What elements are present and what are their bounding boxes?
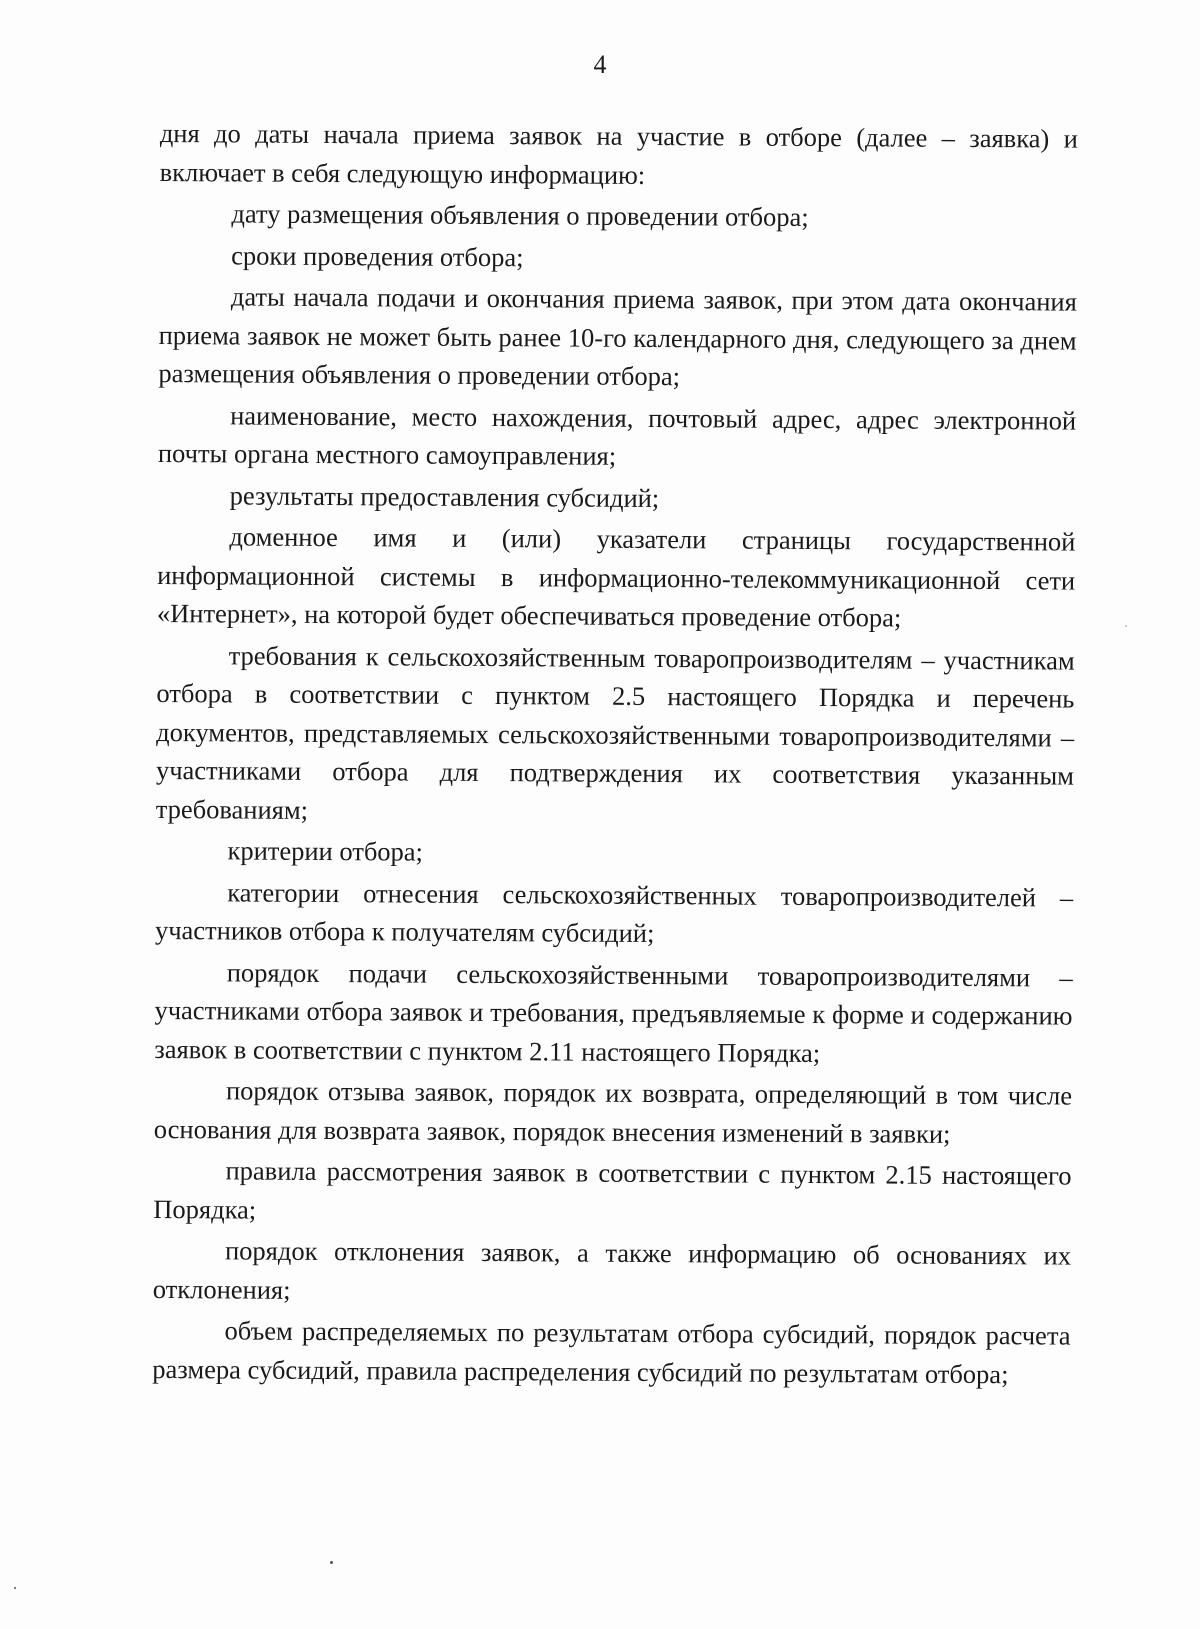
page-number: 4 <box>593 50 607 79</box>
list-item-application-dates: даты начала подачи и окончания приема заявок, при этом дата окончания приема заявок не может быть ранее 10-го календарного дня, следующего за днем размещения объявления о проведении отбора; <box>158 281 1077 392</box>
scan-speck <box>330 1561 333 1564</box>
list-item-recipient-categories: категории отнесения сельскохозяйственных товаропроизводителей – участников отбора к получателям субсидий; <box>154 876 1074 949</box>
list-item-domain-name: доменное имя и (или) указатели страницы государственной информационной системы в информационно-телекоммуникационной сети «Интернет», на которой будет обеспечиваться проведение отбора; <box>156 521 1076 633</box>
list-item-review-rules: правила рассмотрения заявок в соответствии с пунктом 2.15 настоящего Порядка; <box>153 1155 1072 1225</box>
list-item-rejection-procedure: порядок отклонения заявок, а также информацию об основаниях их отклонения; <box>152 1235 1072 1305</box>
list-item-selection-criteria: критерии отбора; <box>227 835 424 867</box>
list-item-authority-contacts: наименование, место нахождения, почтовый адрес, адрес электронной почты органа местного самоуправления; <box>157 399 1077 471</box>
list-item-subsidy-volume: объем распределяемых по результатам отбора субсидий, порядок расчета размера субсидий, правила распределения субсидий по результатам отбора; <box>152 1315 1071 1389</box>
list-item-announcement-date: дату размещения объявления о проведении отбора; <box>231 198 809 232</box>
scan-speck <box>1125 625 1127 627</box>
list-item-withdrawal-procedure: порядок отзыва заявок, порядок их возврата, определяющий в том числе основания для возврата заявок, порядок внесения изменений в заявки; <box>153 1075 1073 1149</box>
list-item-selection-terms: сроки проведения отбора; <box>231 239 524 272</box>
list-item-subsidy-results: результаты предоставления субсидий; <box>229 479 660 513</box>
paragraph-continuation: дня до даты начала приема заявок на участие в отборе (далее – заявка) и включает в себя следующую информацию: <box>159 117 1078 190</box>
list-item-participant-requirements: требования к сельскохозяйственным товаропроизводителям – участникам отбора в соответствии с пунктом 2.5 настоящего Порядка и перечень документов, представляемых сельскохозяйственными товаропроизводителями – участниками отбора для подтверждения их соответствия указанным требованиям; <box>155 639 1075 825</box>
document-body <box>152 114 1078 1394</box>
list-item-submission-procedure: порядок подачи сельскохозяйственными товаропроизводителями – участниками отбора заявок и требования, предъявляемые к форме и содержанию заявок в соответствии с пунктом 2.11 настоящего Порядка; <box>154 956 1073 1068</box>
scan-speck <box>14 1587 16 1589</box>
